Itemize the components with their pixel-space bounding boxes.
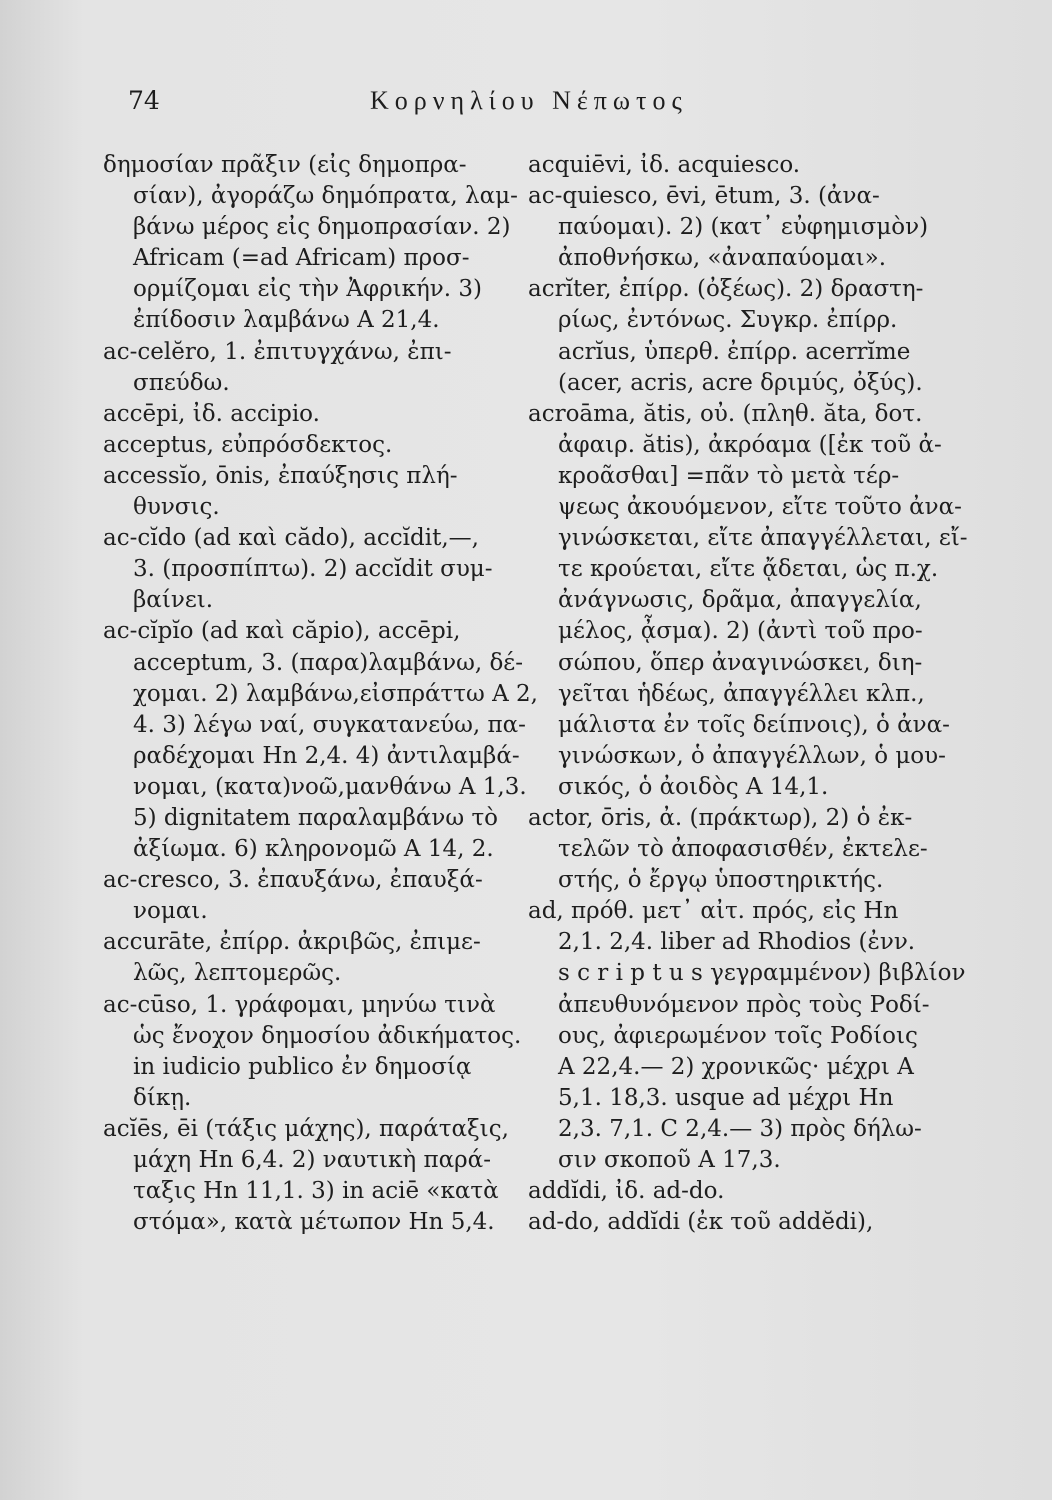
- entry-headline: addĭdi, ἰδ. ad-do.: [528, 1178, 725, 1205]
- entry-line: (acer, acris, acre δριμύς, ὀξύς).: [558, 369, 923, 396]
- dictionary-entry: [103, 1114, 523, 1238]
- entry-headline: accurāte, ἐπίρρ. ἀκριβῶς, ἐπιμε-: [103, 929, 481, 956]
- dictionary-entry: [103, 399, 523, 430]
- entry-line: σιν σκοποῦ A 17,3.: [558, 1147, 781, 1173]
- entry-line: στής, ὁ ἔργῳ ὑποστηρικτής.: [558, 867, 884, 894]
- dictionary-entry: [528, 181, 968, 274]
- entry-line: acrĭus, ὑπερθ. ἐπίρρ. acerrĭme: [558, 338, 911, 365]
- entry-line: στόμα», κατὰ μέτωπον Hn 5,4.: [133, 1209, 495, 1236]
- entry-line: τε κρούεται, εἴτε ᾄδεται, ὡς π.χ.: [558, 556, 939, 583]
- entry-line: γεῖται ἡδέως, ἀπαγγέλλει κλπ.,: [558, 680, 925, 707]
- entry-headline: actor, ōris, ἀ. (πράκτωρ), 2) ὁ ἐκ-: [528, 804, 913, 831]
- entry-line: δίκῃ.: [133, 1084, 192, 1111]
- dictionary-entry: [103, 150, 523, 337]
- entry-line: ἀποθνήσκω, «ἀναπαύομαι».: [558, 245, 887, 272]
- entry-headline: accēpi, ἰδ. accipio.: [103, 400, 320, 427]
- dictionary-entry: [528, 803, 968, 896]
- entry-line: νομαι, (κατα)νοῶ,μανθάνω A 1,3.: [133, 773, 527, 800]
- entry-line: 2,3. 7,1. C 2,4.— 3) πρὸς δήλω-: [558, 1115, 922, 1142]
- entry-line: 3. (προσπίπτω). 2) accĭdit συμ-: [133, 556, 493, 583]
- entry-line: σικός, ὁ ἀοιδὸς A 14,1.: [558, 773, 829, 800]
- entry-line: βαίνει.: [133, 587, 214, 614]
- entry-headline: ad-do, addĭdi (ἐκ τοῦ addĕdi),: [528, 1209, 874, 1236]
- entry-headline: acrĭter, ἐπίρρ. (ὀξέως). 2) δραστη-: [528, 276, 924, 303]
- entry-line: τελῶν τὸ ἀποφασισθέν, ἐκτελε-: [558, 836, 928, 863]
- entry-line: ρίως, ἐντόνως. Συγκρ. ἐπίρρ.: [558, 307, 898, 334]
- dictionary-entry: [103, 927, 523, 989]
- entry-line: acceptum, 3. (παρα)λαμβάνω, δέ-: [133, 649, 523, 676]
- entry-line: s c r i p t u s γεγραμμένον) βιβλίον: [558, 960, 966, 987]
- entry-line: κροᾶσθαι] =πᾶν τὸ μετὰ τέρ-: [558, 462, 900, 489]
- entry-headline: ac-cresco, 3. ἐπαυξάνω, ἐπαυξά-: [103, 867, 483, 894]
- entry-headline: acquiēvi, ἰδ. acquiesco.: [528, 152, 801, 178]
- dictionary-entry: [103, 523, 523, 616]
- entry-headline: ac-cĭpĭo (ad καὶ căpio), accēpi,: [103, 618, 461, 645]
- entry-line: γινώσκεται, εἴτε ἀπαγγέλλεται, εἴ-: [558, 525, 968, 552]
- entry-line: 5,1. 18,3. usque ad μέχρι Hn: [558, 1084, 894, 1111]
- dictionary-entry: [103, 430, 523, 461]
- entry-line: ἀπευθυνόμενον πρὸς τοὺς Ροδί-: [558, 991, 930, 1018]
- entry-line: ταξις Hn 11,1. 3) in aciē «κατὰ: [133, 1178, 499, 1205]
- entry-line: γινώσκων, ὁ ἀπαγγέλλων, ὁ μου-: [558, 742, 946, 769]
- entry-line: βάνω μέρος εἰς δημοπρασίαν. 2): [133, 214, 511, 241]
- left-column: [103, 150, 538, 1238]
- right-column: [528, 150, 968, 1238]
- entry-line: θυνσις.: [133, 494, 220, 521]
- dictionary-entry: [528, 896, 968, 1176]
- entry-line: ὡς ἔνοχον δημοσίου ἀδικήματος.: [133, 1022, 522, 1049]
- entry-line: λῶς, λεπτομερῶς.: [133, 960, 342, 987]
- entry-line: ραδέχομαι Hn 2,4. 4) ἀντιλαμβά-: [133, 742, 520, 769]
- entry-headline: ac-quiesco, ēvi, ētum, 3. (ἀνα-: [528, 183, 880, 210]
- dictionary-entry: [103, 865, 523, 927]
- entry-line: ψεως ἀκουόμενον, εἴτε τοῦτο ἀνα-: [558, 494, 962, 521]
- entry-line: 5) dignitatem παραλαμβάνω τὸ: [133, 804, 499, 831]
- entry-line: μάχη Hn 6,4. 2) ναυτικὴ παρά-: [133, 1147, 491, 1173]
- dictionary-entry: [528, 1176, 968, 1207]
- entry-line: σπεύδω.: [133, 369, 230, 396]
- entry-headline: ac-cūso, 1. γράφομαι, μηνύω τινὰ: [103, 991, 496, 1018]
- running-title: Κορνηλίου Νέπωτος: [370, 86, 688, 115]
- entry-line: 4. 3) λέγω ναί, συγκατανεύω, πα-: [133, 711, 526, 738]
- entry-headline: ac-cĭdo (ad καὶ cădo), accĭdit,—,: [103, 525, 479, 552]
- entry-line: in iudicio publico ἐν δημοσίᾳ: [133, 1053, 472, 1080]
- entry-line: ορμίζομαι εἰς τὴν Ἀφρικήν. 3): [133, 276, 482, 303]
- entry-line: σώπου, ὅπερ ἀναγινώσκει, διη-: [558, 649, 923, 676]
- dictionary-entry: [528, 1207, 968, 1238]
- dictionary-entry: [528, 150, 968, 181]
- entry-line: χομαι. 2) λαμβάνω,εἰσπράττω A 2,: [133, 680, 538, 707]
- entry-line: ἀφαιρ. ătis), ἀκρόαμα ([ἐκ τοῦ ἀ-: [558, 431, 942, 458]
- entry-line: μάλιστα ἐν τοῖς δείπνοις), ὁ ἀνα-: [558, 711, 950, 738]
- entry-line: ἐπίδοσιν λαμβάνω A 21,4.: [133, 307, 440, 334]
- entry-headline: acceptus, εὐπρόσδεκτος.: [103, 431, 393, 458]
- entry-line: A 22,4.— 2) χρονικῶς· μέχρι A: [558, 1053, 914, 1080]
- entry-line: ους, ἀφιερωμένον τοῖς Ροδίοις: [558, 1022, 918, 1049]
- entry-headline: ac-celĕro, 1. ἐπιτυγχάνω, ἐπι-: [103, 338, 452, 365]
- dictionary-entry: [103, 461, 523, 523]
- entry-line: παύομαι). 2) (κατ᾽ εὐφημισμὸν): [558, 214, 929, 241]
- dictionary-entry: [103, 337, 523, 399]
- dictionary-entry: [103, 616, 538, 865]
- entry-headline: acroāma, ătis, οὐ. (πληθ. ăta, δοτ.: [528, 400, 923, 427]
- entry-headline: acĭēs, ēi (τάξις μάχης), παράταξις,: [103, 1115, 509, 1142]
- dictionary-entry: [528, 399, 968, 803]
- dictionary-entry: [528, 274, 968, 398]
- entry-line: μέλος, ᾆσμα). 2) (ἀντὶ τοῦ προ-: [558, 618, 923, 645]
- entry-line: σίαν), ἀγοράζω δημόπρατα, λαμ-: [133, 183, 518, 210]
- entry-line: νομαι.: [133, 898, 208, 925]
- dictionary-entry: [103, 990, 523, 1114]
- page-number: 74: [128, 86, 160, 115]
- entry-headline: ad, πρόθ. μετ᾽ αἰτ. πρός, εἰς Hn: [528, 898, 899, 925]
- entry-headline: accessĭo, ōnis, ἐπαύξησις πλή-: [103, 462, 458, 489]
- entry-line: ἀνάγνωσις, δρᾶμα, ἀπαγγελία,: [558, 587, 922, 614]
- entry-line: ἀξίωμα. 6) κληρονομῶ A 14, 2.: [133, 836, 494, 863]
- entry-headline: δημοσίαν πρᾶξιν (εἰς δημοπρα-: [103, 152, 467, 178]
- entry-line: 2,1. 2,4. liber ad Rhodios (ἐνν.: [558, 929, 916, 956]
- entry-line: Africam (=ad Africam) προσ-: [133, 245, 470, 272]
- page-header: [0, 86, 1052, 126]
